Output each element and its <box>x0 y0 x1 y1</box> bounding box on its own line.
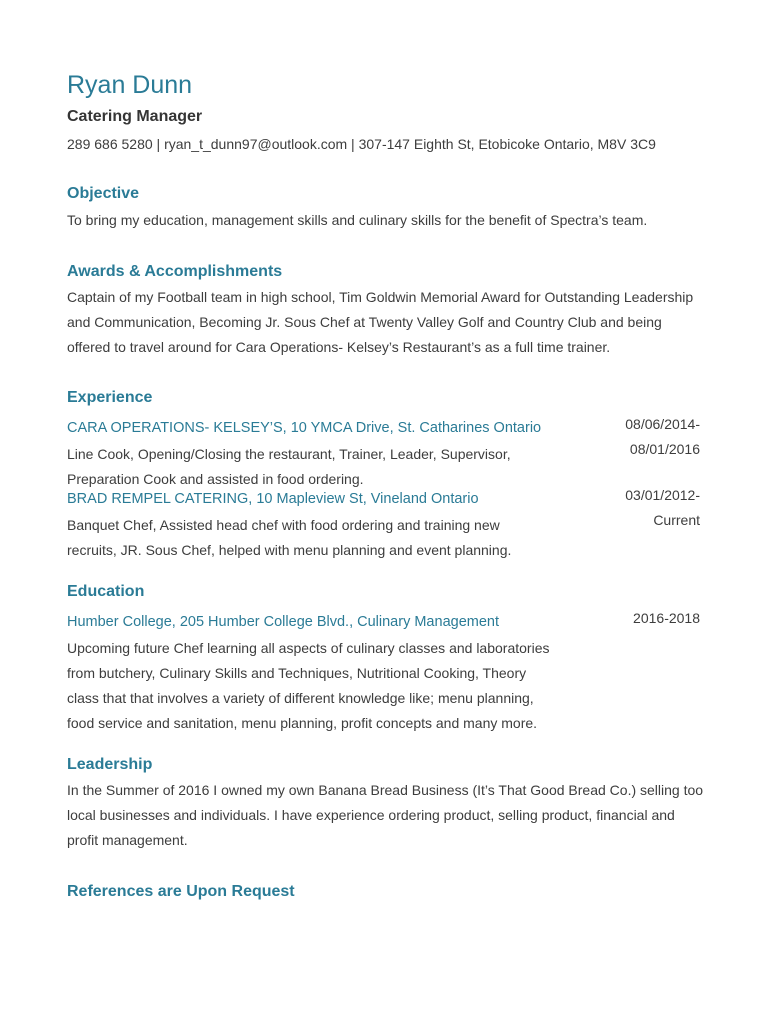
street-address: 307-147 Eighth St, Etobicoke Ontario, M8V 3C9 <box>358 136 656 152</box>
leadership-section <box>67 752 704 853</box>
job-date-line: 08/06/2014- <box>625 415 700 432</box>
section-heading-leadership: Leadership <box>67 756 153 773</box>
contact-line <box>67 134 700 154</box>
education-description-line: Upcoming future Chef learning all aspects of culinary classes and laboratories <box>67 639 550 656</box>
awards-text-line: Captain of my Football team in high school, Tim Goldwin Memorial Award for Outstanding Leadership <box>67 289 694 305</box>
education-description <box>67 636 700 736</box>
leadership-text-line: local businesses and individuals. I have experience ordering product, selling product, financial and <box>67 807 675 823</box>
education-description-line: class that that involves a variety of different knowledge like; menu planning, <box>67 689 534 706</box>
education-section <box>67 579 700 736</box>
job-description-line: Banquet Chef, Assisted head chef with food ordering and training new <box>67 516 500 533</box>
section-heading-awards: Awards & Accomplishments <box>67 263 283 280</box>
awards-text-line: and Communication, Becoming Jr. Sous Chef at Twenty Valley Golf and Country Club and being <box>67 314 662 330</box>
phone-number: 289 686 5280 <box>67 136 153 152</box>
experience-list <box>67 416 700 563</box>
education-entry <box>67 610 700 736</box>
job-dates <box>625 483 700 533</box>
candidate-name: Ryan Dunn <box>67 71 193 99</box>
objective-section <box>67 181 700 233</box>
section-heading-objective: Objective <box>67 185 140 202</box>
education-date-line: 2016-2018 <box>633 609 700 626</box>
education-dates <box>633 606 700 631</box>
leadership-text <box>67 778 704 853</box>
contact-separator: | <box>152 136 165 152</box>
education-description-line: food service and sanitation, menu planning, profit concepts and many more. <box>67 714 538 731</box>
education-description-line: from butchery, Culinary Skills and Techniques, Nutritional Cooking, Theory <box>67 664 527 681</box>
awards-text <box>67 285 700 360</box>
references-section <box>67 879 700 905</box>
job-date-line: 03/01/2012- <box>625 486 700 503</box>
email-address: ryan_t_dunn97@outlook.com <box>164 136 348 152</box>
awards-text-line: offered to travel around for Cara Operations- Kelsey’s Restaurant’s as a full time trainer. <box>67 339 611 355</box>
job-description-line: Line Cook, Opening/Closing the restaurant, Trainer, Leader, Supervisor, <box>67 445 511 462</box>
objective-text-line: To bring my education, management skills and culinary skills for the benefit of Spectra’s team. <box>67 212 648 228</box>
section-heading-references: References are Upon Request <box>67 883 295 900</box>
objective-text <box>67 208 700 233</box>
contact-separator: | <box>347 136 359 152</box>
experience-section <box>67 385 700 563</box>
job-description <box>67 513 700 563</box>
job-description-line: Preparation Cook and assisted in food ordering. <box>67 470 364 487</box>
job-date-line: Current <box>653 511 700 528</box>
job-employer: BRAD REMPEL CATERING, 10 Mapleview St, Vineland Ontario <box>67 490 479 507</box>
school-name: Humber College, 205 Humber College Blvd., Culinary Management <box>67 613 499 630</box>
awards-section <box>67 259 700 360</box>
job-employer: CARA OPERATIONS- KELSEY’S, 10 YMCA Drive, St. Catharines Ontario <box>67 419 542 436</box>
job-entry <box>67 487 700 563</box>
job-entry <box>67 416 700 492</box>
job-date-line: 08/01/2016 <box>629 440 700 457</box>
job-description-line: recruits, JR. Sous Chef, helped with menu planning and event planning. <box>67 541 512 558</box>
job-description <box>67 442 700 492</box>
section-heading-education: Education <box>67 583 145 600</box>
leadership-text-line: In the Summer of 2016 I owned my own Banana Bread Business (It’s That Good Bread Co.) selling too <box>67 782 704 798</box>
education-list <box>67 610 700 736</box>
candidate-title: Catering Manager <box>67 108 203 125</box>
leadership-text-line: profit management. <box>67 832 188 848</box>
section-heading-experience: Experience <box>67 389 153 406</box>
job-dates <box>625 412 700 462</box>
